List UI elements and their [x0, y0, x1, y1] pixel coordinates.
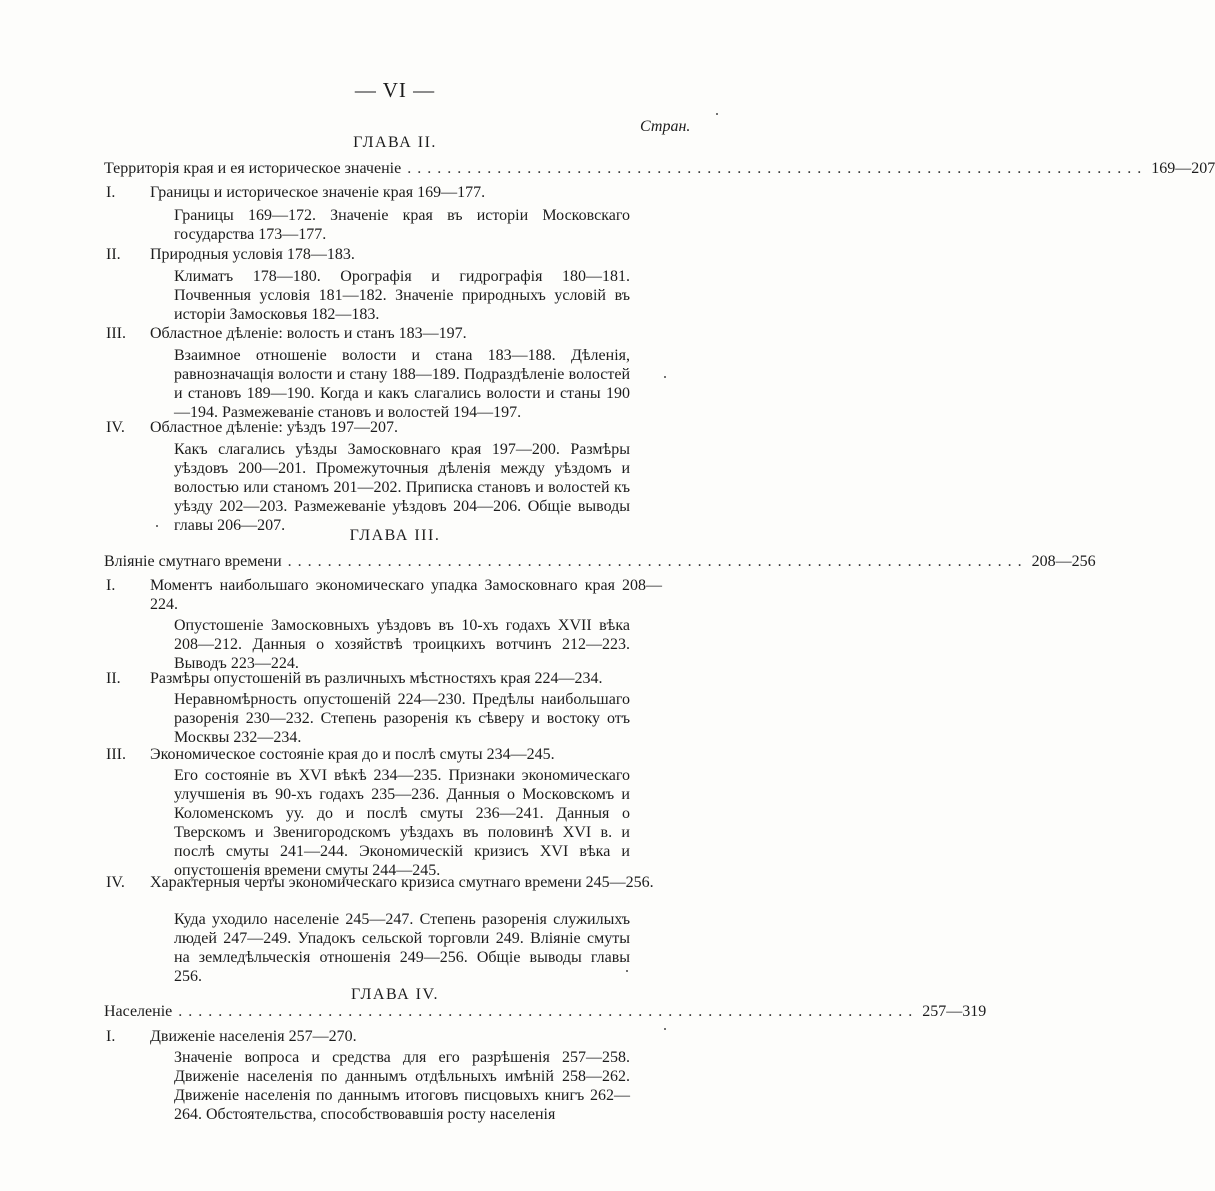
- section-title-text: Размѣры опустошеній въ различныхъ мѣстностяхъ края 224—234.: [150, 670, 603, 687]
- section-title-text: Областное дѣленіе: волость и станъ 183—197.: [150, 325, 467, 342]
- section-title: [106, 324, 662, 343]
- section-number: II.: [106, 246, 121, 263]
- section-title-text: Характерныя черты экономическаго кризиса смутнаго времени 245—256.: [150, 874, 654, 891]
- chapter-2-entry-pages: 169—207: [1151, 160, 1215, 177]
- section-title: [106, 669, 662, 688]
- dot-leader: ..........................................................................: [178, 1003, 919, 1020]
- chapter-4-entry: [104, 1003, 987, 1021]
- section-description: Опустошеніе Замосковныхъ уѣздовъ въ 10-хъ годахъ XVII вѣка 208—212. Данныя о хозяйствѣ троицкихъ вотчинъ 212—223. Выводъ 223—224.: [174, 617, 630, 672]
- page-number: — VI —: [354, 78, 436, 102]
- print-speck: [156, 525, 158, 527]
- section-number: III.: [106, 325, 126, 342]
- section-title-text: Природныя условія 178—183.: [150, 246, 355, 263]
- section-number: I.: [106, 184, 116, 201]
- pages-column-label: Стран.: [640, 118, 691, 135]
- section-description: Значеніе вопроса и средства для его разрѣшенія 257—258. Движеніе населенія по даннымъ отдѣльныхъ имѣній 258—262. Движеніе населенія по даннымъ итоговъ писцовыхъ книгъ 262—264. Обстоятельства, способствовавшія росту населенія: [174, 1049, 630, 1123]
- section-title: [106, 418, 662, 437]
- section-number: IV.: [106, 874, 125, 891]
- chapter-3-entry-text: Вліяніе смутнаго времени: [104, 553, 282, 570]
- section-title-text: Движеніе населенія 257—270.: [150, 1028, 357, 1045]
- section-title: [106, 576, 662, 614]
- section-title: [106, 1027, 662, 1046]
- chapter-4-entry-pages: 257—319: [922, 1003, 987, 1020]
- section-title: [106, 745, 662, 764]
- chapter-3-entry: [104, 553, 1096, 571]
- chapter-2-entry: [104, 160, 1215, 178]
- section-description: Какъ слагались уѣзды Замосковнаго края 197—200. Размѣры уѣздовъ 200—201. Промежуточныя дѣленія между уѣздомъ и волостью или станомъ 201—202. Приписка становъ и волостей къ уѣзду 202—203. Размежеваніе уѣздовъ 204—206. Общіе выводы главы 206—207.: [174, 441, 630, 534]
- chapter-2-title: ГЛАВА II.: [353, 134, 437, 151]
- section-title: [106, 245, 662, 264]
- section-number: III.: [106, 746, 126, 763]
- section-description: Климатъ 178—180. Орографія и гидрографія 180—181. Почвенныя условія 181—182. Значеніе природныхъ условій въ исторіи Замосковья 182—183.: [174, 268, 630, 323]
- print-speck: [664, 376, 666, 378]
- chapter-3-entry-pages: 208—256: [1031, 553, 1096, 570]
- section-number: II.: [106, 670, 121, 687]
- section-title-text: Границы и историческое значеніе края 169—177.: [150, 184, 486, 201]
- print-speck: [716, 113, 718, 115]
- section-title-text: Экономическое состояніе края до и послѣ смуты 234—245.: [150, 746, 555, 763]
- section-title-text: Моментъ наибольшаго экономическаго упадка Замосковнаго края 208—224.: [150, 577, 662, 613]
- chapter-2-entry-text: Территорія края и ея историческое значеніе: [104, 160, 402, 177]
- section-number: IV.: [106, 419, 125, 436]
- section-number: I.: [106, 1028, 116, 1045]
- print-speck: [626, 970, 628, 972]
- section-description: Границы 169—172. Значеніе края въ исторіи Московскаго государства 173—177.: [174, 207, 630, 243]
- section-title: [106, 183, 662, 202]
- dot-leader: ..........................................................................: [407, 160, 1148, 177]
- chapter-4-entry-text: Населеніе: [104, 1003, 173, 1020]
- chapter-3-title: ГЛАВА III.: [349, 527, 441, 544]
- section-description: Неравномѣрность опустошеній 224—230. Предѣлы наибольшаго разоренія 230—232. Степень разоренія къ сѣверу и востоку отъ Москвы 232—234.: [174, 691, 630, 746]
- dot-leader: ..........................................................................: [287, 553, 1028, 570]
- section-number: I.: [106, 577, 116, 594]
- section-description: Куда уходило населеніе 245—247. Степень разоренія служилыхъ людей 247—249. Упадокъ сельской торговли 249. Вліяніе смуты на земледѣльческія отношенія 249—256. Общіе выводы главы 256.: [174, 911, 630, 985]
- section-title-text: Областное дѣленіе: уѣздъ 197—207.: [150, 419, 398, 436]
- section-title: [106, 873, 662, 892]
- chapter-4-title: ГЛАВА IV.: [351, 986, 439, 1003]
- section-description: Его состояніе въ XVI вѣкѣ 234—235. Признаки экономическаго улучшенія въ 90-хъ годахъ 235—236. Данныя о Московскомъ и Коломенскомъ уу. до и послѣ смуты 236—241. Данныя о Тверскомъ и Звенигородскомъ уѣздахъ въ половинѣ XVI в. и послѣ смуты 241—244. Экономическій кризисъ XVI вѣка и опустошенія времени смуты 244—245.: [174, 767, 630, 879]
- print-speck: [664, 1028, 666, 1030]
- section-description: Взаимное отношеніе волости и стана 183—188. Дѣленія, равнозначащія волости и стану 188—189. Подраздѣленіе волостей и становъ 189—190. Когда и какъ слагались волости и станы 190—194. Размежеваніе становъ и волостей 194—197.: [174, 347, 630, 421]
